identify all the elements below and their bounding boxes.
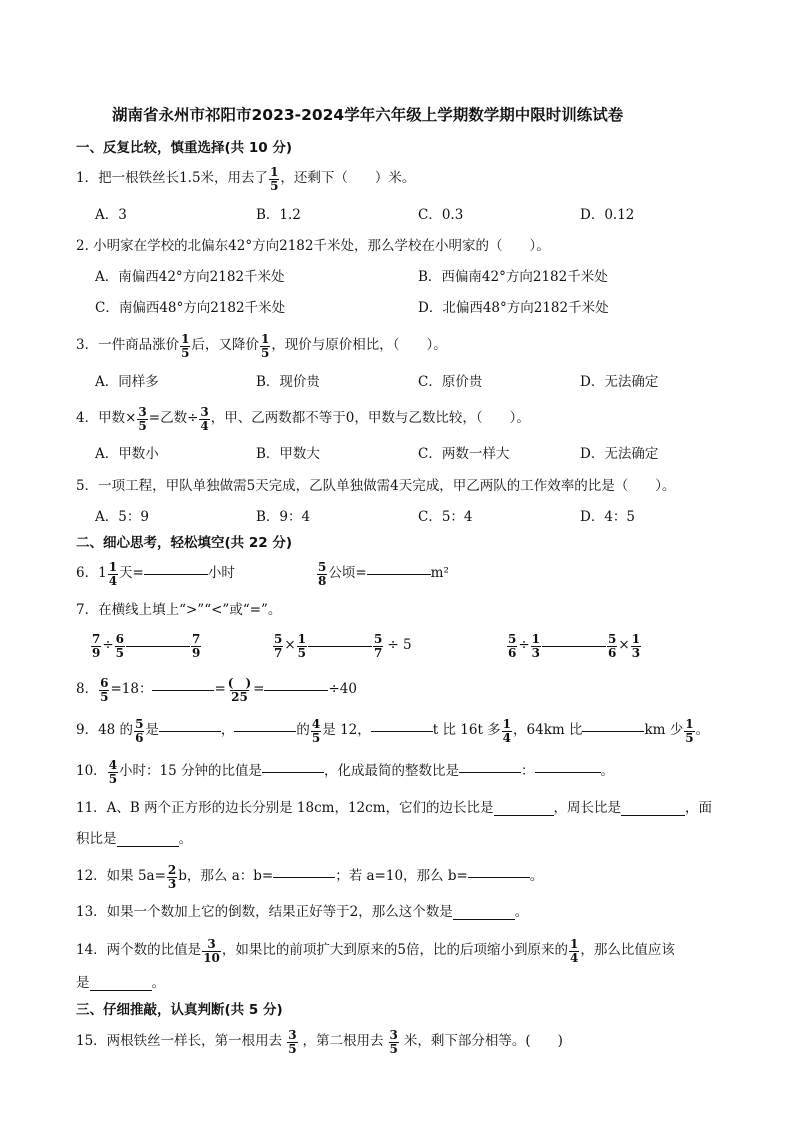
question-3: 3．一件商品涨价 $\frac{1}{5}$ 后，又降价 $\frac{1}{5}$ ，现价与原价相比，（ ）。 (76, 331, 447, 360)
answer-blank[interactable] (262, 771, 324, 773)
question-14-line-2: 是 。 (76, 975, 165, 991)
answer-blank[interactable] (494, 814, 554, 816)
question-14: 14．两个数的比值是 $\frac{3}{10}$ ，如果比的前项扩大到原来的5倍，比的后项缩小到原来的 $\frac{1}{4}$ ，那么比值应该 (76, 936, 675, 965)
q7-expression-1: $\frac{7}{9}$ ÷ $\frac{6}{5}$ $\frac{7}{9}$ (92, 631, 201, 660)
fraction: $\frac{1}{5}$ (181, 331, 190, 360)
section-heading-1: 一、反复比较，慎重选择(共 10 分) (76, 140, 293, 156)
q3-option-d: D．无法确定 (580, 374, 659, 390)
q2-option-b: B．西偏南42°方向2182千米处 (418, 269, 608, 285)
q1-option-d: D．0.12 (580, 207, 635, 223)
fraction: $\frac{3}{5}$ (138, 404, 147, 433)
question-11-line-2: 积比是 。 (76, 831, 192, 847)
answer-blank[interactable] (152, 689, 214, 691)
q5-option-b: B．9：4 (256, 509, 311, 525)
q1-option-a: A．3 (95, 207, 127, 223)
q3-option-c: C．原价贵 (418, 374, 483, 390)
question-13: 13．如果一个数加上它的倒数，结果正好等于2，那么这个数是 。 (76, 904, 529, 920)
answer-blank[interactable] (459, 771, 521, 773)
question-11: 11．A、B 两个正方形的边长分别是 18cm，12cm，它们的边长比是 ，周长比是 ，面 (76, 800, 713, 816)
fraction: $\frac{5}{8}$ (318, 559, 327, 588)
fraction: $\frac{1}{5}$ (260, 331, 270, 360)
answer-blank[interactable] (234, 730, 296, 732)
fraction: $\frac{1}{4}$ (108, 559, 118, 588)
q5-option-a: A．5：9 (95, 509, 149, 525)
question-7: 7．在横线上填上“>”“<”或“=”。 (76, 602, 282, 618)
q3-option-b: B．现价贵 (256, 374, 320, 390)
q4-option-b: B．甲数大 (256, 446, 320, 462)
q7-expression-3: $\frac{5}{6}$ ÷ $\frac{1}{3}$ $\frac{5}{6}$ × $\frac{1}{3}$ (508, 631, 641, 660)
question-12: 12．如果 5a= $\frac{2}{3}$ b，那么 a：b= ；若 a=10，那么 b= 。 (76, 862, 544, 891)
question-15: 15．两根铁丝一样长，第一根用去 $\frac{3}{5}$ ，第二根用去 $\frac{3}{5}$ 米，剩下部分相等。( ) (76, 1027, 563, 1056)
question-6-part-2: $\frac{5}{8}$ 公顷= m² (318, 559, 449, 588)
q2-option-d: D．北偏西48°方向2182千米处 (418, 300, 609, 316)
fraction: $\frac{3}{4}$ (200, 404, 209, 433)
q1-option-c: C．0.3 (418, 207, 464, 223)
answer-blank[interactable] (90, 989, 152, 991)
q4-option-c: C．两数一样大 (418, 446, 510, 462)
question-5: 5．一项工程，甲队单独做需5天完成，乙队单独做需4天完成，甲乙两队的工作效率的比是（ ）。 (76, 478, 676, 494)
question-9: 9．48 的 $\frac{5}{6}$ 是 ， 的 $\frac{4}{5}$ 是 12， t 比 16t 多 $\frac{1}{4}$ ，64km 比 km 少 $\frac{1}{5}$ 。 (76, 716, 710, 745)
q3-option-a: A．同样多 (95, 374, 159, 390)
answer-blank[interactable] (159, 730, 221, 732)
fill-fraction[interactable]: $\frac{( )}{25}$ (227, 675, 252, 704)
q4-option-d: D．无法确定 (580, 446, 659, 462)
q4-option-a: A．甲数小 (95, 446, 159, 462)
question-6: 6． 1 $\frac{1}{4}$ 天= 小时 (76, 559, 235, 588)
q1-option-b: B．1.2 (256, 207, 301, 223)
q5-option-c: C．5：4 (418, 509, 473, 525)
section-heading-3: 三、仔细推敲，认真判断(共 5 分) (76, 1002, 283, 1018)
answer-blank[interactable] (582, 730, 644, 732)
fraction: $\frac{1}{5}$ (270, 164, 279, 193)
page-title: 湖南省永州市祁阳市2023-2024学年六年级上学期数学期中限时训练试卷 (112, 106, 624, 124)
question-10: 10． $\frac{4}{5}$ 小时：15 分钟的比值是 ，化成最简的整数比是 ： 。 (76, 757, 615, 786)
question-1: 1．把一根铁丝长1.5米，用去了 $\frac{1}{5}$ ，还剩下（ ）米。 (76, 164, 416, 193)
answer-blank[interactable] (535, 771, 601, 773)
answer-blank[interactable] (273, 876, 335, 878)
answer-blank[interactable] (144, 573, 208, 575)
q2-option-c: C．南偏西48°方向2182千米处 (95, 300, 286, 316)
compare-blank[interactable] (308, 645, 372, 647)
answer-blank[interactable] (453, 918, 515, 920)
answer-blank[interactable] (117, 845, 179, 847)
answer-blank[interactable] (468, 876, 530, 878)
compare-blank[interactable] (126, 645, 190, 647)
answer-blank[interactable] (264, 689, 328, 691)
q2-option-a: A．南偏西42°方向2182千米处 (95, 269, 285, 285)
q7-expression-2: $\frac{5}{7}$ × $\frac{1}{5}$ $\frac{5}{7}$ ÷ 5 (274, 631, 412, 660)
answer-blank[interactable] (371, 730, 433, 732)
question-2: 2. 小明家在学校的北偏东42°方向2182千米处，那么学校在小明家的（ ）。 (76, 238, 550, 254)
question-4: 4．甲数× $\frac{3}{5}$ =乙数÷ $\frac{3}{4}$ ，甲、乙两数都不等于0，甲数与乙数比较，（ ）。 (76, 404, 530, 433)
answer-blank[interactable] (621, 814, 685, 816)
compare-blank[interactable] (542, 645, 606, 647)
section-heading-2: 二、细心思考，轻松填空(共 22 分) (76, 535, 293, 551)
answer-blank[interactable] (367, 573, 431, 575)
q5-option-d: D．4：5 (580, 509, 636, 525)
question-8: 8． $\frac{6}{5}$ =18： = $\frac{( )}{25}$ = ÷40 (76, 675, 357, 704)
